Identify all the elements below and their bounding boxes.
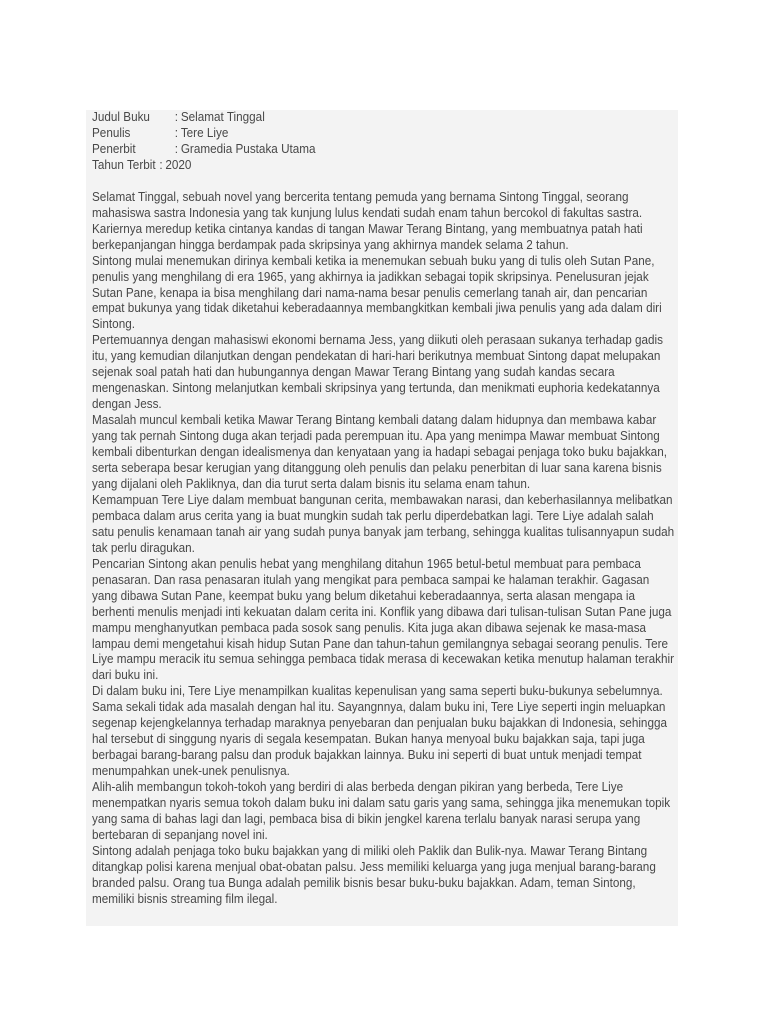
- paragraph: Masalah muncul kembali ketika Mawar Terang Bintang kembali datang dalam hidupnya dan membawa kabar yang tak pernah Sintong duga akan terjadi pada perempuan itu. Apa yang menimpa Mawar membuat Sintong kembali dibenturkan dengan idealismenya dan kenyataan yang ia hadapi sebagai penjaga toko buku bajakkan, serta seberapa besar kerugian yang ditanggung oleh penulis dan pelaku penerbitan di luar sana karena bisnis yang dijalani oleh Pakliknya, dan dia turut serta dalam bisnis itu selama enam tahun.: [92, 413, 667, 491]
- paragraph: Selamat Tinggal, sebuah novel yang bercerita tentang pemuda yang bernama Sintong Tinggal, seorang mahasiswa sastra Indonesia yang tak kunjung lulus kendati sudah enam tahun bercokol di fakultas sastra. Kariernya meredup ketika cintanya kandas di tangan Mawar Terang Bintang, yang membuatnya patah hati berkepanjangan hingga berdampak pada skripsinya yang akhirnya mandek selama 2 tahun.: [92, 189, 643, 252]
- meta-label: Judul Buku: [92, 110, 150, 124]
- meta-label: Penulis: [92, 125, 131, 140]
- meta-label: Tahun Terbit: [92, 157, 156, 172]
- meta-label: Penerbit: [92, 141, 136, 156]
- meta-row-title: [92, 110, 678, 126]
- meta-row-year: [92, 158, 678, 174]
- paragraph: Kemampuan Tere Liye dalam membuat bangunan cerita, membawakan narasi, dan keberhasilannya melibatkan pembaca dalam arus cerita yang ia buat mungkin sudah tak perlu diperdebatkan lagi. Tere Liye adalah salah satu penulis kenamaan tanah air yang sudah punya banyak jam terbang, sehingga kualitas tulisannyapun sudah tak perlu diragukan.: [92, 492, 675, 555]
- meta-value: Gramedia Pustaka Utama: [180, 141, 316, 156]
- document-content: [92, 110, 678, 908]
- paragraph: Sintong mulai menemukan dirinya kembali ketika ia menemukan sebuah buku yang di tulis oleh Sutan Pane, penulis yang menghilang di era 1965, yang akhirnya ia jadikkan sebagai topik skripsinya. Penelusuran jejak Sutan Pane, kenapa ia bisa menghilang dari nama-nama besar penulis cemerlang tanah air, dan pencarian empat bukunya yang tidak diketahui keberadaannya membangkitkan kembali jiwa penulis yang ada dalam diri Sintong.: [92, 253, 662, 332]
- meta-separator: :: [174, 110, 179, 124]
- paragraph: Di dalam buku ini, Tere Liye menampilkan kualitas kepenulisan yang sama seperti buku-bukunya sebelumnya. Sama sekali tidak ada masalah dengan hal itu. Sayangnnya, dalam buku ini, Tere Liye seperti ingin meluapkan segenap kejengkelannya terhadap maraknya penyebaran dan penjualan buku bajakkan di Indonesia, sehingga hal tersebut di singgung nyaris di segala kesempatan. Bukan hanya menyoal buku bajakkan saja, tapi juga berbagai barang-barang palsu dan produk bajakkan lainnya. Buku ini seperti di buat untuk menjadi tempat menumpahkan unek-unek penulisnya.: [92, 684, 667, 779]
- meta-value: 2020: [165, 157, 192, 172]
- paragraph: Pencarian Sintong akan penulis hebat yang menghilang ditahun 1965 betul-betul membuat para pembaca penasaran. Dan rasa penasaran itulah yang mengikat para pembaca sampai ke halaman terakhir. Gagasan yang dibawa Sutan Pane, keempat buku yang belum diketahui keberadaannya, serta alasan mengapa ia berhenti menulis menjadi inti kekuatan dalam cerita ini. Konflik yang dibawa dari tulisan-tulisan Sutan Pane juga mampu menghanyutkan pembaca pada sosok sang penulis. Kita juga akan dibawa sejenak ke masa-masa lampau demi mengetahui kisah hidup Sutan Pane dan tahun-tahun gemilangnya sebagai seorang penulis. Tere Liye mampu meracik itu semua sehingga pembaca tidak merasa di kecewakan ketika menutup halaman terakhir dari buku ini.: [92, 556, 675, 683]
- meta-value: Selamat Tinggal: [180, 110, 265, 124]
- paragraph: Sintong adalah penjaga toko buku bajakkan yang di miliki oleh Paklik dan Bulik-nya. Mawar Terang Bintang ditangkap polisi karena menjual obat-obatan palsu. Jess memiliki keluarga yang juga menjual barang-barang branded palsu. Orang tua Bunga adalah pemilik bisnis besar buku-buku bajakkan. Adam, teman Sintong, memiliki bisnis streaming film ilegal.: [92, 843, 656, 906]
- meta-separator: :: [174, 125, 179, 140]
- paragraph: Alih-alih membangun tokoh-tokoh yang berdiri di alas berbeda dengan pikiran yang berbeda, Tere Liye menempatkan nyaris semua tokoh dalam buku ini dalam satu garis yang sama, sehingga jika menemukan topik yang sama di bahas lagi dan lagi, pembaca bisa di bikin jengkel karena terlalu banyak narasi serupa yang bertebaran di sepanjang novel ini.: [92, 780, 671, 842]
- document-page: [86, 110, 678, 926]
- paragraph: Pertemuannya dengan mahasiswi ekonomi bernama Jess, yang diikuti oleh perasaan sukanya terhadap gadis itu, yang kemudian dilanjutkan dengan pendekatan di hari-hari berikutnya membuat Sintong dapat melupakan sejenak soal patah hati dan hubungannya dengan Mawar Terang Bintang yang sudah kandas secara mengenaskan. Sintong melanjutkan kembali skripsinya yang tertunda, dan menikmati euphoria kedekatannya dengan Jess.: [92, 333, 664, 412]
- book-metadata: [92, 110, 678, 174]
- meta-row-publisher: [92, 142, 678, 158]
- meta-separator: :: [174, 141, 179, 156]
- meta-value: Tere Liye: [180, 125, 229, 140]
- meta-row-author: [92, 126, 678, 142]
- meta-separator: :: [159, 157, 163, 172]
